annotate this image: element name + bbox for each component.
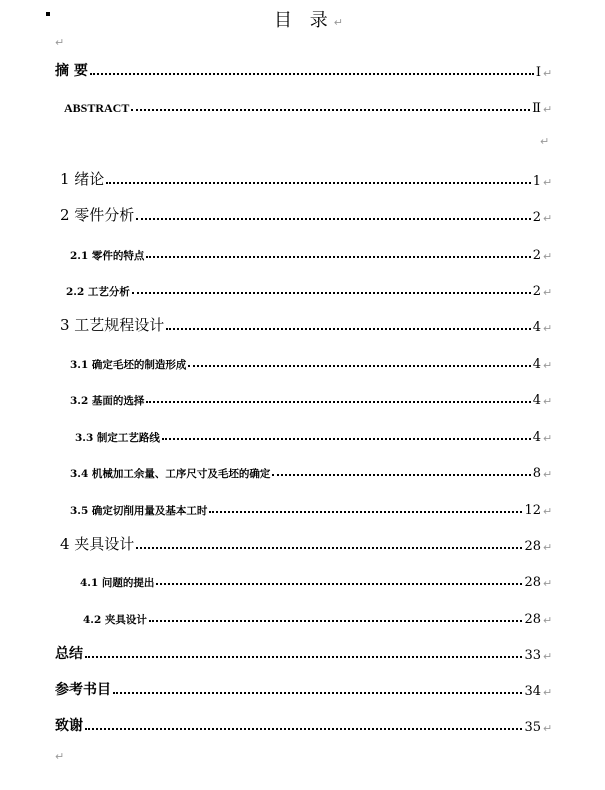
toc-entry-page: 34 [524,684,541,699]
paragraph-mark-icon: ↵ [543,359,553,372]
toc-entry-page: 28 [524,539,541,554]
paragraph-mark-icon: ↵ [543,176,553,189]
toc-entry-page: 8 [532,466,541,481]
paragraph-mark-icon: ↵ [540,135,550,148]
toc-entry[interactable] [60,534,555,554]
dot-leader [90,73,534,75]
toc-entry-title: 2.2 工艺分析 [66,286,130,298]
dot-leader [85,656,522,658]
toc-entry-title: 3.4 机械加工余量、工序尺寸及毛坯的确定 [70,468,271,480]
toc-entry[interactable] [55,643,555,663]
toc-entry[interactable] [75,425,555,445]
toc-heading [274,6,349,32]
toc-entry[interactable] [80,570,555,590]
paragraph-mark-icon: ↵ [55,750,65,763]
toc-entry-title: 3 工艺规程设计 [60,316,165,334]
toc-entry[interactable] [60,315,555,335]
toc-entry-title: 摘 要 [55,63,88,79]
toc-entry[interactable] [66,279,555,299]
dot-leader [162,438,531,440]
dot-leader [156,583,522,585]
dot-leader [136,547,522,549]
dot-leader [166,328,530,330]
paragraph-mark-icon: ↵ [543,432,553,445]
toc-entry-title: 3.2 基面的选择 [70,395,145,407]
heading-text: 目 录 [274,10,334,31]
paragraph-mark-icon: ↵ [543,322,553,335]
toc-entry[interactable] [55,60,555,80]
toc-entry-page: 2 [532,284,541,299]
toc-entry-title: 1 绪论 [60,170,105,188]
dot-leader [146,256,530,258]
toc-entry-title: 3.3 制定工艺路线 [75,432,160,444]
dot-leader [136,218,530,220]
toc-entry-title: 4.1 问题的提出 [80,577,155,589]
paragraph-mark-icon: ↵ [543,250,553,263]
paragraph-mark-icon: ↵ [55,36,65,49]
toc-entry-page: 28 [524,612,541,627]
paragraph-mark-icon: ↵ [543,103,553,116]
dot-leader [131,109,530,111]
toc-entry[interactable] [55,715,555,735]
toc-entry-title: 总结 [55,646,83,662]
toc-entry[interactable] [60,205,555,225]
toc-entry-page: 4 [532,393,541,408]
toc-entry-title: 参考书目 [55,682,111,698]
paragraph-mark-icon: ↵ [543,577,553,590]
dot-leader [146,401,530,403]
paragraph-mark-icon: ↵ [543,505,553,518]
toc-entry-title: 3.5 确定切削用量及基本工时 [70,505,208,517]
toc-entry-page: 2 [532,210,541,225]
toc-entry-page: 4 [532,430,541,445]
toc-entry-title: 3.1 确定毛坯的制造形成 [70,359,187,371]
toc-entry-title: ABSTRACT [64,101,130,115]
dot-leader [132,292,531,294]
toc-entry-page: 12 [524,503,541,518]
toc-entry[interactable] [70,461,555,481]
dot-leader [113,692,522,694]
toc-entry-page: Ⅱ [532,101,541,116]
toc-entry[interactable] [60,169,555,189]
toc-entry[interactable] [55,679,555,699]
paragraph-mark-icon: ↵ [543,650,553,663]
paragraph-mark-icon: ↵ [543,541,553,554]
toc-entry-page: 4 [532,320,541,335]
toc-entry-title: 2.1 零件的特点 [70,250,145,262]
toc-entry-title: 4.2 夹具设计 [83,614,147,626]
dot-leader [149,620,523,622]
dot-leader [85,728,522,730]
toc-entry[interactable] [70,498,555,518]
dot-leader [209,511,522,513]
paragraph-mark-icon: ↵ [543,614,553,627]
paragraph-mark-icon: ↵ [543,468,553,481]
dot-leader [106,182,530,184]
paragraph-mark-icon: ↵ [543,67,553,80]
bullet-mark [46,12,50,16]
toc-entry-page: 28 [524,575,541,590]
toc-entry[interactable] [70,388,555,408]
dot-leader [272,474,530,476]
paragraph-mark-icon: ↵ [543,286,553,299]
paragraph-mark-icon: ↵ [543,686,553,699]
toc-entry-page: 33 [524,648,541,663]
paragraph-mark-icon: ↵ [543,722,553,735]
toc-entry[interactable] [64,96,555,116]
toc-entry-page: 4 [532,357,541,372]
toc-entry[interactable] [83,607,555,627]
paragraph-mark-icon: ↵ [543,395,553,408]
toc-entry-title: 致谢 [55,718,83,734]
toc-entry-page: Ⅰ [535,65,541,80]
toc-entry[interactable] [70,352,555,372]
toc-entry-title: 2 零件分析 [60,206,135,224]
paragraph-mark-icon: ↵ [543,212,553,225]
toc-entry-page: 1 [532,174,541,189]
paragraph-mark-icon: ↵ [333,16,349,29]
toc-entry-page: 35 [524,720,541,735]
toc-entry-page: 2 [532,248,541,263]
toc-entry[interactable] [70,243,555,263]
toc-entry-title: 4 夹具设计 [60,535,135,553]
dot-leader [188,365,530,367]
